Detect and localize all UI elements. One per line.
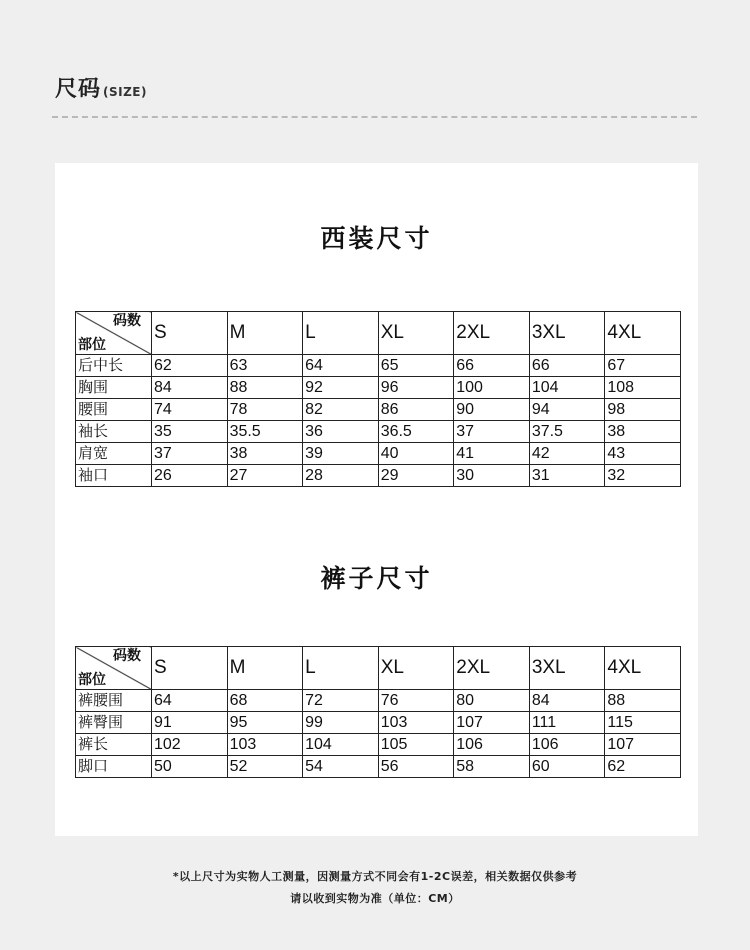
size-header-cell: M [227,312,303,355]
corner-size-label: 码数 [113,313,141,329]
size-header-subtitle: (SIZE) [103,85,147,99]
table-row [76,443,681,465]
value-cell: 58 [454,756,530,778]
value-cell: 39 [303,443,379,465]
value-cell: 104 [529,377,605,399]
row-label-cell: 胸围 [76,377,152,399]
value-cell: 82 [303,399,379,421]
value-cell: 35 [152,421,228,443]
value-cell: 38 [227,443,303,465]
corner-part-label: 部位 [78,672,106,688]
value-cell: 35.5 [227,421,303,443]
value-cell: 28 [303,465,379,487]
size-header-cell: M [227,647,303,690]
value-cell: 106 [454,734,530,756]
value-cell: 107 [605,734,681,756]
value-cell: 103 [227,734,303,756]
value-cell: 38 [605,421,681,443]
value-cell: 86 [378,399,454,421]
size-header-cell: XL [378,312,454,355]
value-cell: 66 [454,355,530,377]
value-cell: 76 [378,690,454,712]
value-cell: 115 [605,712,681,734]
size-header-cell: S [152,647,228,690]
value-cell: 84 [152,377,228,399]
size-header-cell: 2XL [454,312,530,355]
value-cell: 67 [605,355,681,377]
value-cell: 74 [152,399,228,421]
table-row [76,377,681,399]
value-cell: 108 [605,377,681,399]
value-cell: 100 [454,377,530,399]
value-cell: 54 [303,756,379,778]
row-label-cell: 裤长 [76,734,152,756]
row-label-cell: 脚口 [76,756,152,778]
size-header [55,72,147,103]
row-label-cell: 腰围 [76,399,152,421]
size-header-cell: S [152,312,228,355]
value-cell: 92 [303,377,379,399]
value-cell: 29 [378,465,454,487]
value-cell: 94 [529,399,605,421]
table-corner-cell [76,312,152,355]
suit-size-table [75,311,681,487]
value-cell: 60 [529,756,605,778]
value-cell: 68 [227,690,303,712]
corner-size-label: 码数 [113,648,141,664]
value-cell: 37.5 [529,421,605,443]
value-cell: 63 [227,355,303,377]
value-cell: 66 [529,355,605,377]
value-cell: 105 [378,734,454,756]
size-header-cell: L [303,647,379,690]
size-header-cell: 3XL [529,312,605,355]
value-cell: 99 [303,712,379,734]
value-cell: 104 [303,734,379,756]
size-header-cell: XL [378,647,454,690]
size-header-cell: 3XL [529,647,605,690]
table-row [76,355,681,377]
value-cell: 103 [378,712,454,734]
value-cell: 90 [454,399,530,421]
pants-size-title: 裤子尺寸 [320,564,433,593]
pants-size-table [75,646,681,778]
value-cell: 50 [152,756,228,778]
value-cell: 88 [605,690,681,712]
value-cell: 106 [529,734,605,756]
dashed-divider [52,116,697,118]
row-label-cell: 裤臀围 [76,712,152,734]
value-cell: 36 [303,421,379,443]
measurement-note: *以上尺寸为实物人工测量，因测量方式不同会有1-2C误差，相关数据仅供参考 [172,870,578,883]
size-chart-card [55,163,698,836]
value-cell: 91 [152,712,228,734]
table-row [76,690,681,712]
value-cell: 37 [454,421,530,443]
size-header-cell: 4XL [605,312,681,355]
size-header-cell: L [303,312,379,355]
value-cell: 31 [529,465,605,487]
table-row [76,756,681,778]
value-cell: 26 [152,465,228,487]
table-corner-cell [76,647,152,690]
row-label-cell: 袖口 [76,465,152,487]
value-cell: 88 [227,377,303,399]
value-cell: 107 [454,712,530,734]
table-row [76,734,681,756]
row-label-cell: 裤腰围 [76,690,152,712]
value-cell: 64 [303,355,379,377]
value-cell: 78 [227,399,303,421]
value-cell: 84 [529,690,605,712]
value-cell: 111 [529,712,605,734]
table-row [76,421,681,443]
value-cell: 95 [227,712,303,734]
suit-size-title: 西装尺寸 [320,224,433,253]
value-cell: 72 [303,690,379,712]
value-cell: 32 [605,465,681,487]
value-cell: 98 [605,399,681,421]
value-cell: 64 [152,690,228,712]
value-cell: 56 [378,756,454,778]
value-cell: 41 [454,443,530,465]
row-label-cell: 肩宽 [76,443,152,465]
table-header-row [76,647,681,690]
value-cell: 42 [529,443,605,465]
value-cell: 27 [227,465,303,487]
value-cell: 30 [454,465,530,487]
value-cell: 36.5 [378,421,454,443]
value-cell: 65 [378,355,454,377]
row-label-cell: 袖长 [76,421,152,443]
value-cell: 102 [152,734,228,756]
table-row [76,712,681,734]
size-header-title: 尺码 [55,77,102,102]
value-cell: 62 [152,355,228,377]
value-cell: 52 [227,756,303,778]
row-label-cell: 后中长 [76,355,152,377]
table-row [76,465,681,487]
value-cell: 62 [605,756,681,778]
size-header-cell: 4XL [605,647,681,690]
unit-note: 请以收到实物为准（单位：CM） [290,892,460,905]
corner-part-label: 部位 [78,337,106,353]
table-header-row [76,312,681,355]
size-header-cell: 2XL [454,647,530,690]
value-cell: 37 [152,443,228,465]
value-cell: 96 [378,377,454,399]
value-cell: 40 [378,443,454,465]
table-row [76,399,681,421]
value-cell: 80 [454,690,530,712]
value-cell: 43 [605,443,681,465]
